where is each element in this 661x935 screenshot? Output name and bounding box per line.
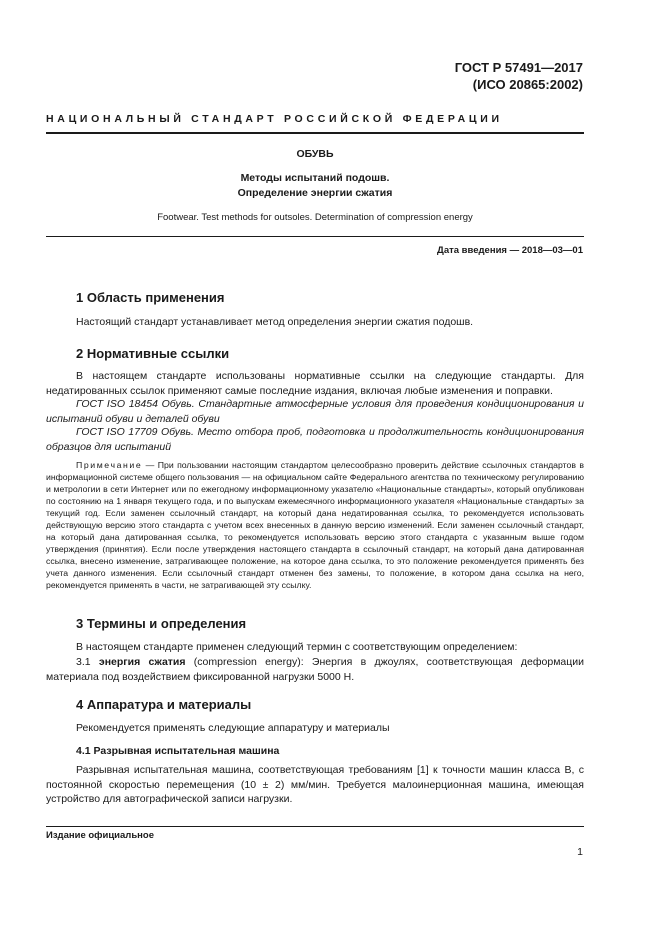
national-standard-banner: НАЦИОНАЛЬНЫЙ СТАНДАРТ РОССИЙСКОЙ ФЕДЕРАЦИИ — [46, 113, 503, 125]
introduction-date: Дата введения — 2018—03—01 — [437, 245, 583, 256]
term-definition-text: (compression energy): Энергия в джоулях, соответствующая деформации материала под воздействием фиксированной нагрузки 5000 Н. — [46, 656, 584, 683]
reference-gost-iso-18454: ГОСТ ISO 18454 Обувь. Стандартные атмосферные условия для проведения кондиционирования и испытаний обуви и деталей обуви — [46, 398, 584, 425]
iso-number: (ИСО 20865:2002) — [472, 77, 583, 92]
title-line-2: Определение энергии сжатия — [237, 187, 393, 199]
section-1-text: Настоящий стандарт устанавливает метод определения энергии сжатия подошв. — [76, 316, 474, 328]
section-3-heading: 3 Термины и определения — [76, 616, 247, 631]
section-2-heading: 2 Нормативные ссылки — [76, 346, 230, 361]
section-4-heading: 4 Аппаратура и материалы — [76, 697, 252, 712]
header-divider — [46, 132, 584, 134]
standard-designation — [455, 59, 583, 93]
term-definition — [46, 655, 584, 684]
page-number: 1 — [577, 846, 583, 858]
standard-category: ОБУВЬ — [296, 148, 334, 160]
term-name: энергия сжатия — [98, 656, 186, 668]
section-2-text: В настоящем стандарте использованы нормативные ссылки на следующие стандарты. Для недатированных ссылок применяют самые последние издания, включая любые изменения и поправки. — [46, 370, 584, 397]
note-text: — При пользовании настоящим стандартом целесообразно проверить действие ссылочных стандартов в информационной системе общего пользования — на официальном сайте Федерального агентства по техническому регулированию и метрологии в сети Интернет или по ежегодному информационному указателю «Национальные стандарты», который опубликован по состоянию на 1 января текущего года, и по выпускам ежемесячного информационного указателя «Национальные стандарты» за текущий год. Если заменен ссылочный стандарт, на который дана недатированная ссылка, то рекомендуется использовать действующую версию этого стандарта с учетом всех внесенных в данную версию изменений. Если заменен ссылочный стандарт, на который дана датированная ссылка, то рекомендуется использовать версию этого стандарта с указанным выше годом утверждения (принятия). Если после утверждения настоящего стандарта в ссылочный стандарт, на который дана датированная ссылка, внесено изменение, затрагивающее положение, на которое дана ссылка, то это положение рекомендуется применять без учета данного изменения. Если ссылочный стандарт отменен без замены, то положение, в котором дана ссылка на него, рекомендуется применять в части, не затрагивающей эту ссылку. — [46, 460, 584, 590]
section-3-text: В настоящем стандарте применен следующий термин с соответствующим определением: — [76, 641, 518, 653]
gost-number: ГОСТ Р 57491—2017 — [454, 60, 583, 75]
subsection-4-1-text: Разрывная испытательная машина, соответствующая требованиям [1] к точности машин класса В, с постоянной скоростью перемещения (10 ± 2) мм/мин. Требуется малоинерционная машина, имеющая устройство для автографической записи нагрузки. — [46, 764, 584, 805]
english-title: Footwear. Test methods for outsoles. Determination of compression energy — [157, 212, 473, 223]
standard-title — [46, 171, 584, 201]
section-1-heading: 1 Область применения — [76, 290, 225, 305]
title-divider — [46, 236, 584, 237]
section-2-note — [46, 459, 584, 591]
section-4-text: Рекомендуется применять следующие аппаратуру и материалы — [76, 722, 390, 734]
note-label: Примечание — [76, 460, 143, 470]
reference-gost-iso-17709: ГОСТ ISO 17709 Обувь. Место отбора проб, подготовка и продолжительность кондиционирования образцов для испытаний — [46, 426, 584, 453]
footer-divider — [46, 826, 584, 827]
subsection-4-1-heading: 4.1 Разрывная испытательная машина — [76, 745, 280, 757]
title-line-1: Методы испытаний подошв. — [240, 172, 390, 184]
official-edition-label: Издание официальное — [46, 830, 154, 841]
term-number: 3.1 — [76, 656, 99, 668]
